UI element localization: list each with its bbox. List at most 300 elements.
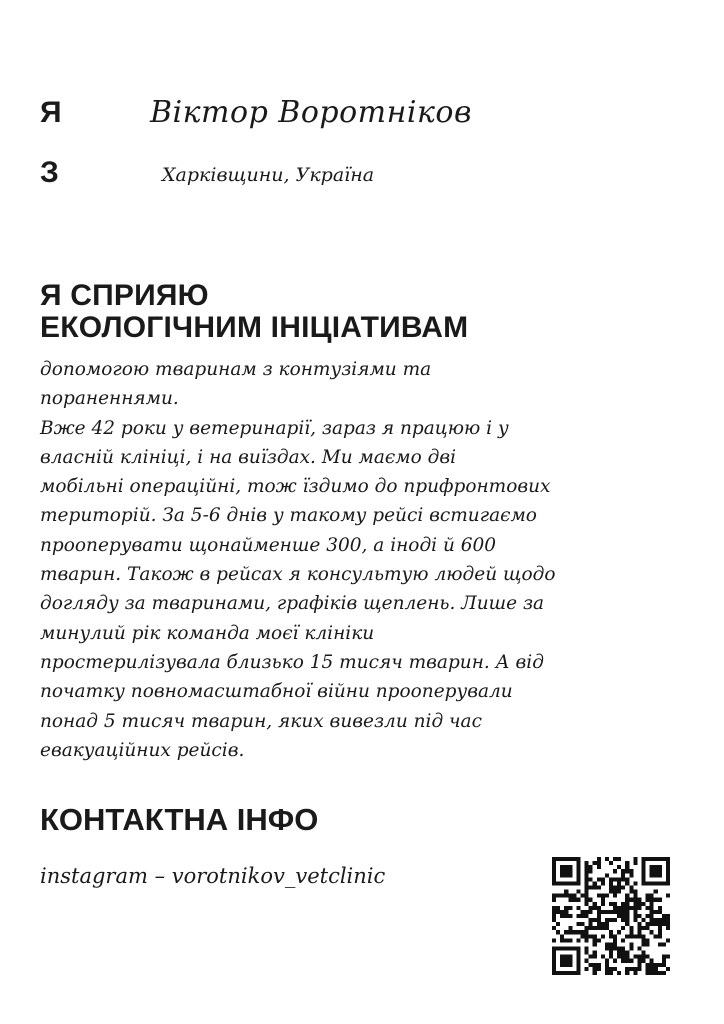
qr-module (568, 869, 572, 873)
qr-module (654, 963, 658, 967)
qr-module (666, 894, 670, 898)
qr-module (552, 947, 556, 951)
qr-module (629, 906, 633, 910)
qr-module (625, 861, 629, 865)
initiative-heading-line-2: ЕКОЛОГІЧНИМ ІНІЦІАТИВАМ (40, 311, 469, 344)
qr-module (597, 922, 601, 926)
person-location: Харківщини, Україна (162, 164, 375, 186)
story-line: пораненнями. (40, 388, 179, 410)
qr-module (662, 922, 666, 926)
qr-module (625, 959, 629, 963)
qr-module (617, 930, 621, 934)
qr-module (646, 894, 650, 898)
qr-module (625, 967, 629, 971)
qr-module (666, 918, 670, 922)
qr-module (666, 865, 670, 869)
qr-module (580, 914, 584, 918)
qr-module (637, 955, 641, 959)
qr-module (552, 955, 556, 959)
qr-module (564, 955, 568, 959)
story-line: понад 5 тисяч тварин, яких вивезли під час (40, 710, 482, 732)
qr-module (613, 910, 617, 914)
qr-module (552, 910, 556, 914)
qr-module (605, 959, 609, 963)
qr-module (650, 857, 654, 861)
qr-module (625, 894, 629, 898)
qr-module (564, 930, 568, 934)
qr-module (642, 959, 646, 963)
qr-module (589, 934, 593, 938)
qr-module (633, 857, 637, 861)
qr-module (589, 865, 593, 869)
qr-module (552, 926, 556, 930)
qr-module (589, 963, 593, 967)
qr-module (625, 914, 629, 918)
qr-module (560, 894, 564, 898)
qr-module (593, 918, 597, 922)
qr-module (556, 930, 560, 934)
qr-module (568, 938, 572, 942)
qr-module (617, 906, 621, 910)
qr-module (552, 877, 556, 881)
qr-module (560, 914, 564, 918)
qr-module (621, 959, 625, 963)
qr-module (605, 971, 609, 975)
qr-module (658, 963, 662, 967)
qr-module (629, 947, 633, 951)
qr-module (568, 955, 572, 959)
qr-module (609, 951, 613, 955)
qr-module (662, 918, 666, 922)
story-line: Вже 42 роки у ветеринарії, зараз я працюю і у (40, 417, 509, 439)
qr-module (621, 873, 625, 877)
qr-module (576, 898, 580, 902)
qr-module (593, 951, 597, 955)
qr-module (568, 914, 572, 918)
qr-module (609, 890, 613, 894)
qr-module (637, 967, 641, 971)
qr-module (585, 934, 589, 938)
story-line: прооперувати щонайменше 300, а іноді й 600 (40, 534, 497, 556)
qr-module (666, 861, 670, 865)
qr-module (625, 971, 629, 975)
qr-module (552, 938, 556, 942)
qr-module (564, 914, 568, 918)
qr-module (617, 951, 621, 955)
qr-module (650, 930, 654, 934)
qr-module (642, 942, 646, 946)
qr-module (568, 865, 572, 869)
qr-module (576, 959, 580, 963)
qr-module (662, 942, 666, 946)
qr-module (666, 857, 670, 861)
qr-module (552, 918, 556, 922)
qr-module (609, 967, 613, 971)
qr-module (621, 938, 625, 942)
qr-module (568, 873, 572, 877)
qr-module (560, 869, 564, 873)
qr-module (585, 890, 589, 894)
qr-module (617, 971, 621, 975)
qr-module (560, 947, 564, 951)
qr-module (552, 963, 556, 967)
qr-module (609, 885, 613, 889)
qr-module (650, 971, 654, 975)
qr-module (572, 930, 576, 934)
qr-module (658, 865, 662, 869)
qr-module (585, 967, 589, 971)
qr-module (560, 934, 564, 938)
qr-module (625, 906, 629, 910)
qr-module (589, 906, 593, 910)
qr-module (601, 955, 605, 959)
qr-module (613, 894, 617, 898)
qr-module (617, 914, 621, 918)
qr-module (658, 873, 662, 877)
qr-module (654, 881, 658, 885)
qr-module (650, 963, 654, 967)
qr-module (646, 914, 650, 918)
story-line: початку повномасштабної війни прооперували (40, 681, 513, 703)
qr-module (585, 885, 589, 889)
qr-module (572, 947, 576, 951)
qr-module (552, 914, 556, 918)
qr-module (605, 894, 609, 898)
qr-module (617, 865, 621, 869)
qr-module (576, 857, 580, 861)
qr-module (593, 906, 597, 910)
qr-module (597, 967, 601, 971)
qr-module (613, 934, 617, 938)
qr-module (609, 934, 613, 938)
qr-module (613, 938, 617, 942)
qr-module (621, 947, 625, 951)
qr-module (576, 869, 580, 873)
qr-module (576, 947, 580, 951)
qr-module (666, 869, 670, 873)
qr-module (654, 898, 658, 902)
qr-module (642, 951, 646, 955)
qr-module (621, 951, 625, 955)
qr-module (613, 869, 617, 873)
qr-module (593, 885, 597, 889)
qr-module (654, 890, 658, 894)
qr-module (605, 942, 609, 946)
qr-module (556, 906, 560, 910)
qr-module (576, 963, 580, 967)
qr-module (637, 902, 641, 906)
qr-module (593, 938, 597, 942)
qr-module (585, 959, 589, 963)
qr-module (597, 865, 601, 869)
qr-module (609, 910, 613, 914)
qr-module (617, 947, 621, 951)
qr-module (633, 967, 637, 971)
qr-module (642, 877, 646, 881)
qr-module (637, 934, 641, 938)
qr-module (646, 857, 650, 861)
qr-module (617, 910, 621, 914)
qr-module (617, 857, 621, 861)
contact-heading: КОНТАКТНА ІНФО (40, 802, 319, 837)
qr-module (585, 894, 589, 898)
qr-module (576, 967, 580, 971)
qr-module (552, 967, 556, 971)
qr-module (589, 922, 593, 926)
qr-module (576, 951, 580, 955)
qr-module (597, 906, 601, 910)
qr-module (601, 877, 605, 881)
qr-module (601, 902, 605, 906)
story-line: минулий рік команда моєї клініки (40, 622, 375, 644)
qr-module (633, 918, 637, 922)
qr-module (609, 881, 613, 885)
qr-module (564, 857, 568, 861)
qr-module (658, 906, 662, 910)
qr-module (621, 902, 625, 906)
qr-module (576, 906, 580, 910)
qr-module (552, 951, 556, 955)
qr-module (576, 955, 580, 959)
qr-module (637, 914, 641, 918)
qr-module (662, 971, 666, 975)
qr-module (564, 971, 568, 975)
qr-module (629, 926, 633, 930)
qr-module (605, 967, 609, 971)
qr-module (629, 967, 633, 971)
qr-module (646, 906, 650, 910)
qr-module (666, 967, 670, 971)
qr-module (560, 963, 564, 967)
qr-module (650, 918, 654, 922)
qr-module (585, 930, 589, 934)
qr-module (576, 890, 580, 894)
qr-module (560, 873, 564, 877)
qr-module (597, 914, 601, 918)
qr-module (576, 877, 580, 881)
qr-module (613, 906, 617, 910)
qr-module (625, 865, 629, 869)
qr-module (601, 934, 605, 938)
qr-module (576, 861, 580, 865)
qr-module (642, 955, 646, 959)
qr-module (609, 930, 613, 934)
qr-module (589, 910, 593, 914)
qr-module (601, 898, 605, 902)
qr-module (585, 881, 589, 885)
story-line: догляду за тваринами, графіків щеплень. Лише за (40, 593, 545, 615)
qr-module (642, 865, 646, 869)
qr-module (625, 869, 629, 873)
qr-module (646, 881, 650, 885)
qr-module (580, 934, 584, 938)
qr-module (658, 971, 662, 975)
qr-module (593, 955, 597, 959)
qr-module (589, 926, 593, 930)
qr-module (658, 898, 662, 902)
story-line: мобільні операційні, тож їздимо до прифронтових (40, 476, 551, 498)
qr-module (552, 898, 556, 902)
qr-module (633, 910, 637, 914)
qr-module (552, 959, 556, 963)
qr-module (568, 963, 572, 967)
qr-module (609, 955, 613, 959)
qr-module (621, 869, 625, 873)
qr-module (642, 938, 646, 942)
qr-module (593, 902, 597, 906)
qr-module (597, 926, 601, 930)
qr-module (650, 869, 654, 873)
qr-module (556, 910, 560, 914)
qr-module (658, 881, 662, 885)
qr-module (613, 885, 617, 889)
qr-module (556, 922, 560, 926)
qr-module (613, 877, 617, 881)
qr-module (572, 898, 576, 902)
qr-module (654, 857, 658, 861)
qr-module (642, 873, 646, 877)
qr-module (552, 869, 556, 873)
qr-module (605, 926, 609, 930)
initiative-heading-line-1: Я СПРИЯЮ (40, 279, 209, 312)
qr-module (650, 910, 654, 914)
qr-module (646, 955, 650, 959)
qr-module (650, 902, 654, 906)
qr-module (568, 930, 572, 934)
story-line: територій. За 5-6 днів у такому рейсі встигаємо (40, 505, 537, 527)
qr-module (564, 869, 568, 873)
qr-module (589, 885, 593, 889)
qr-module (621, 926, 625, 930)
qr-module (650, 959, 654, 963)
qr-module (576, 971, 580, 975)
qr-module (629, 942, 633, 946)
qr-module (593, 934, 597, 938)
qr-module (633, 914, 637, 918)
qr-module (605, 922, 609, 926)
qr-module (597, 857, 601, 861)
qr-module (564, 894, 568, 898)
qr-module (637, 947, 641, 951)
qr-module (585, 865, 589, 869)
qr-module (666, 877, 670, 881)
qr-module (564, 947, 568, 951)
qr-module (642, 881, 646, 885)
qr-module (556, 971, 560, 975)
qr-module (601, 926, 605, 930)
qr-module (629, 890, 633, 894)
qr-module (572, 971, 576, 975)
qr-module (556, 881, 560, 885)
qr-module (585, 873, 589, 877)
qr-module (552, 873, 556, 877)
qr-module (650, 873, 654, 877)
qr-module (625, 934, 629, 938)
qr-module (556, 894, 560, 898)
qr-module (625, 955, 629, 959)
qr-module (625, 910, 629, 914)
qr-module (601, 894, 605, 898)
qr-module (650, 898, 654, 902)
qr-module (633, 890, 637, 894)
qr-module (629, 869, 633, 873)
qr-module (601, 881, 605, 885)
qr-module (666, 873, 670, 877)
qr-module (597, 963, 601, 967)
qr-module (658, 930, 662, 934)
story-line: тварин. Також в рейсах я консультую людей щодо (40, 564, 556, 586)
story-line: допомогою тваринам з контузіями та (40, 359, 432, 380)
qr-module (597, 877, 601, 881)
qr-module (662, 881, 666, 885)
qr-module (580, 922, 584, 926)
qr-module (585, 914, 589, 918)
qr-module (629, 885, 633, 889)
qr-module (552, 881, 556, 885)
qr-module (625, 918, 629, 922)
qr-module (552, 857, 556, 861)
qr-module (576, 881, 580, 885)
qr-module (605, 873, 609, 877)
qr-module (601, 922, 605, 926)
qr-module (658, 857, 662, 861)
qr-module (593, 926, 597, 930)
qr-module (593, 971, 597, 975)
qr-module (637, 898, 641, 902)
qr-module (576, 938, 580, 942)
qr-module (654, 865, 658, 869)
qr-module (637, 906, 641, 910)
qr-module (621, 885, 625, 889)
qr-module (564, 963, 568, 967)
qr-module (666, 938, 670, 942)
qr-module (621, 914, 625, 918)
qr-module (593, 967, 597, 971)
qr-module (666, 922, 670, 926)
qr-module (633, 898, 637, 902)
qr-module (613, 947, 617, 951)
qr-module (621, 910, 625, 914)
qr-module (597, 910, 601, 914)
qr-module (625, 922, 629, 926)
qr-module (654, 918, 658, 922)
qr-module (576, 865, 580, 869)
qr-module (589, 877, 593, 881)
qr-module (585, 861, 589, 865)
qr-module (662, 857, 666, 861)
qr-module (662, 914, 666, 918)
qr-module (658, 918, 662, 922)
qr-module (646, 971, 650, 975)
qr-module (556, 857, 560, 861)
qr-module (605, 918, 609, 922)
qr-module (609, 918, 613, 922)
qr-module (568, 926, 572, 930)
qr-module (609, 947, 613, 951)
qr-module (650, 881, 654, 885)
qr-module (658, 934, 662, 938)
qr-module (621, 955, 625, 959)
qr-module (605, 857, 609, 861)
qr-module (637, 963, 641, 967)
qr-module (654, 873, 658, 877)
qr-module (662, 963, 666, 967)
qr-module (642, 902, 646, 906)
qr-module (613, 959, 617, 963)
qr-module (560, 959, 564, 963)
qr-module (593, 963, 597, 967)
qr-module (617, 890, 621, 894)
